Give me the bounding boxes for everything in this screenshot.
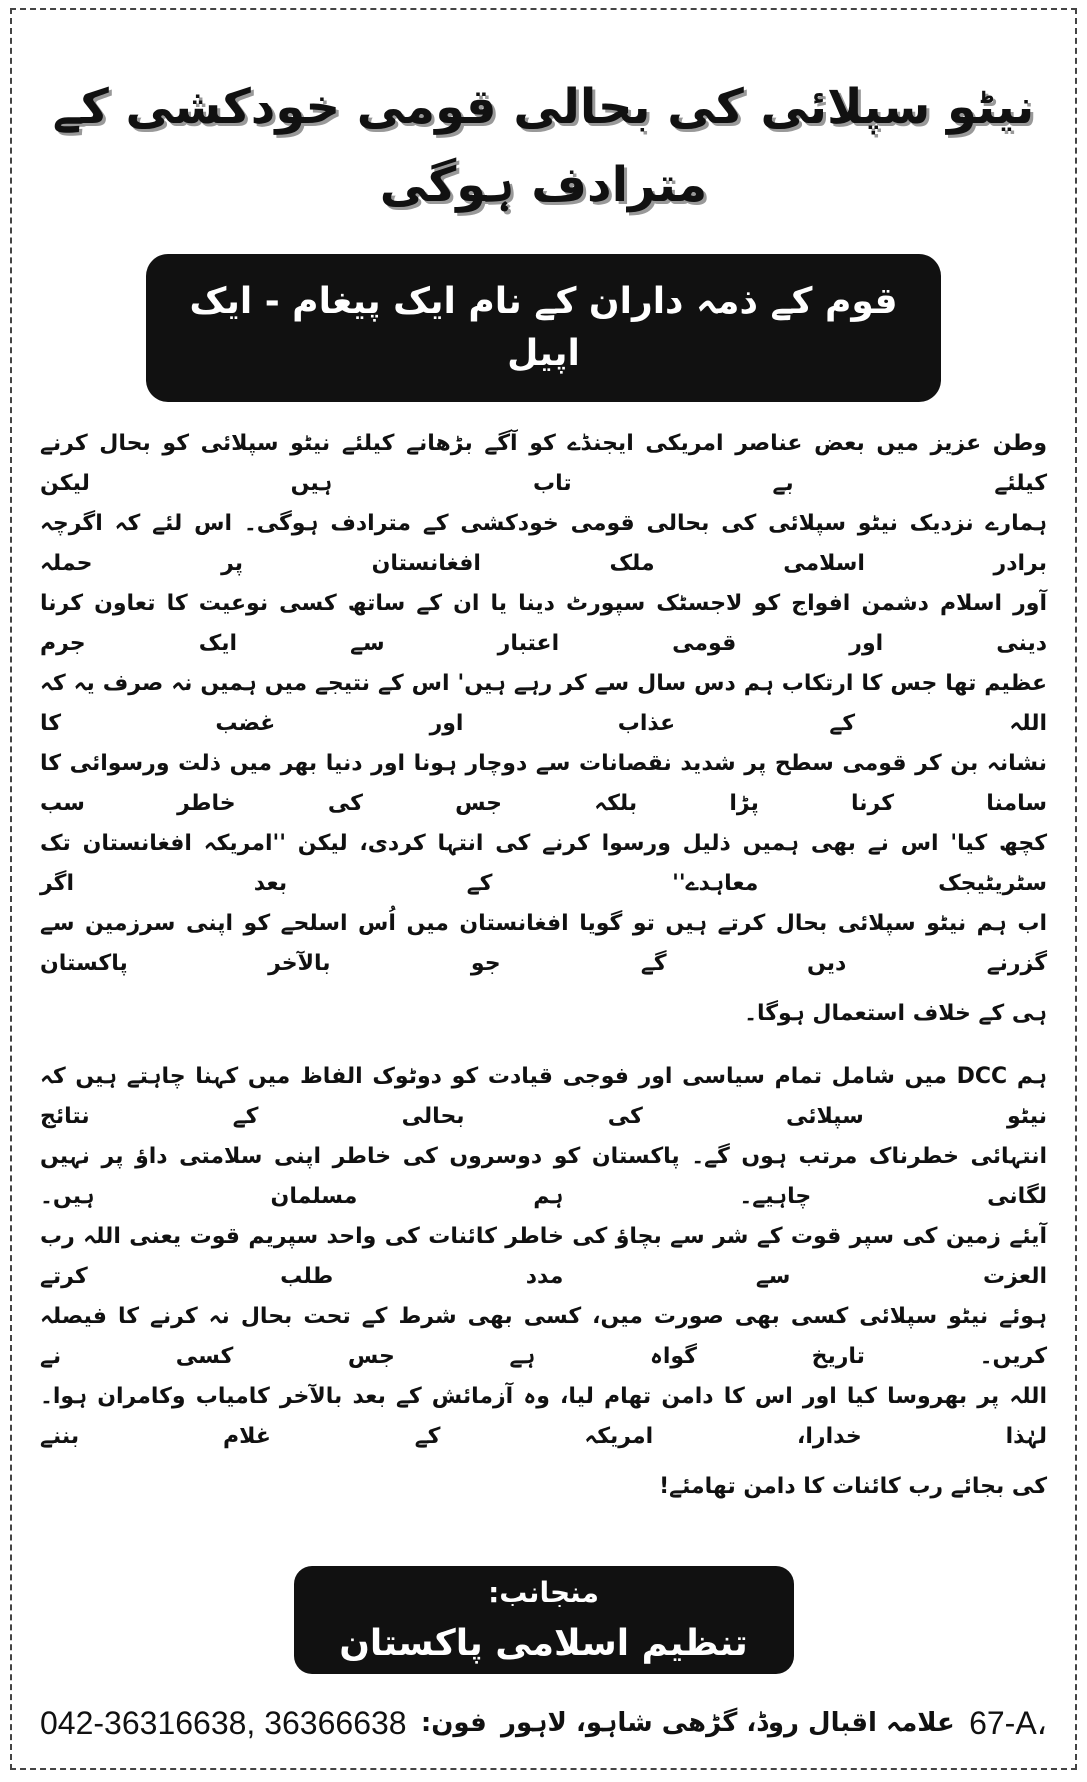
text-line-content: ہمارے نزدیک نیٹو سپلائی کی بحالی قومی خودکشی کے مترادف ہوگی۔ اس لئے کہ اگرچہ برادر اسلامی ملک افغانستان پر حملہ: [40, 511, 1047, 576]
text-line: [40, 424, 1047, 504]
sponsor-label: منجانب:: [488, 1576, 599, 1609]
subheading-banner: قوم کے ذمہ داران کے نام ایک پیغام - ایک اپیل: [146, 254, 941, 402]
text-line: [40, 1137, 1047, 1217]
text-line: [40, 504, 1047, 584]
text-line-content: ہم DCC میں شامل تمام سیاسی اور فوجی قیادت کو دوٹوک الفاظ میں کہنا چاہتے ہیں کہ نیٹو سپلائی کی بحالی کے نتائج: [40, 1064, 1047, 1129]
text-line-content: نشانہ بن کر قومی سطح پر شدید نقصانات سے دوچار ہونا اور دنیا بھر میں ذلت ورسوائی کا سامنا کرنا پڑا بلکہ جس کی خاطر سب: [40, 751, 1047, 816]
text-line-content: وطن عزیز میں بعض عناصر امریکی ایجنڈے کو آگے بڑھانے کیلئے نیٹو سپلائی کو بحال کرنے کیلئے بے تاب ہیں لیکن: [40, 431, 1047, 496]
text-line: [40, 1297, 1047, 1377]
text-line-content: ہوئے نیٹو سپلائی کسی بھی صورت میں، کسی بھی شرط کے تحت بحال نہ کرنے کا فیصلہ کریں۔ تاریخ گواہ ہے جس کسی نے: [40, 1304, 1047, 1369]
phone-numbers: 042-36316638, 36366638: [40, 1704, 407, 1741]
text-line: [40, 1057, 1047, 1137]
text-line: [40, 824, 1047, 904]
text-line-content: انتہائی خطرناک مرتب ہوں گے۔ پاکستان کو دوسروں کی خاطر اپنی سلامتی داؤ پر نہیں لگانی چاہیے۔ ہم مسلمان ہیں۔: [40, 1144, 1047, 1209]
text-line-content: آور اسلام دشمن افواج کو لاجسٹک سپورٹ دینا یا ان کے ساتھ کسی نوعیت کا تعاون کرنا دینی اور قومی اعتبار سے ایک جرم: [40, 591, 1047, 656]
text-line-content: کچھ کیا' اس نے بھی ہمیں ذلیل ورسوا کرنے کی انتہا کردی، لیکن ''امریکہ افغانستان تک سٹریٹیجک معاہدے'' کے بعد اگر: [40, 831, 1047, 896]
text-line-content: آیئے زمین کی سپر قوت کے شر سے بچاؤ کی خاطر کائنات کی واحد سپریم قوت یعنی اللہ رب العزت سے مدد طلب کرتے: [40, 1224, 1047, 1289]
paragraph-2: [40, 1057, 1047, 1516]
phone-label: فون:: [420, 1708, 487, 1738]
text-line: [40, 664, 1047, 744]
text-line-content: عظیم تھا جس کا ارتکاب ہم دس سال سے کر رہے ہیں' اس کے نتیجے میں ہمیں نہ صرف یہ کہ اللہ کے عذاب اور غضب کا: [40, 671, 1047, 736]
text-line: [40, 744, 1047, 824]
headline: نیٹو سپلائی کی بحالی قومی خودکشی کے مترادف ہوگی: [52, 79, 1035, 213]
text-line-content: اب ہم نیٹو سپلائی بحال کرتے ہیں تو گویا افغانستان میں اُس اسلحے کو اپنی سرزمین سے گزرنے دیں گے جو بالآخر پاکستان: [40, 911, 1047, 976]
paragraph-1: [40, 424, 1047, 1043]
sponsor-name: تنظیم اسلامی پاکستان: [339, 1623, 748, 1664]
text-line: [40, 584, 1047, 664]
text-line-content: کی بجائے رب کائنات کا دامن تھامئے!: [659, 1473, 1047, 1499]
text-line-content: ہی کے خلاف استعمال ہوگا۔: [744, 1000, 1047, 1026]
text-line-content: اللہ پر بھروسا کیا اور اس کا دامن تھام لیا، وہ آزمائش کے بعد بالآخر کامیاب وکامران ہوا۔ لہٰذا خدارا، امریکہ کے غلام بننے: [40, 1384, 1047, 1449]
contact-footer: [40, 1698, 1047, 1748]
text-line: [40, 1217, 1047, 1297]
text-line: [40, 1377, 1047, 1457]
sponsor-box: [294, 1566, 794, 1674]
address: علامہ اقبال روڈ، گڑھی شاہو، لاہور: [501, 1708, 955, 1738]
text-line: [40, 984, 1047, 1043]
page-border: [10, 8, 1077, 1770]
house-number: 67-A،: [969, 1705, 1047, 1741]
text-line: [40, 1457, 1047, 1516]
text-line: [40, 904, 1047, 984]
